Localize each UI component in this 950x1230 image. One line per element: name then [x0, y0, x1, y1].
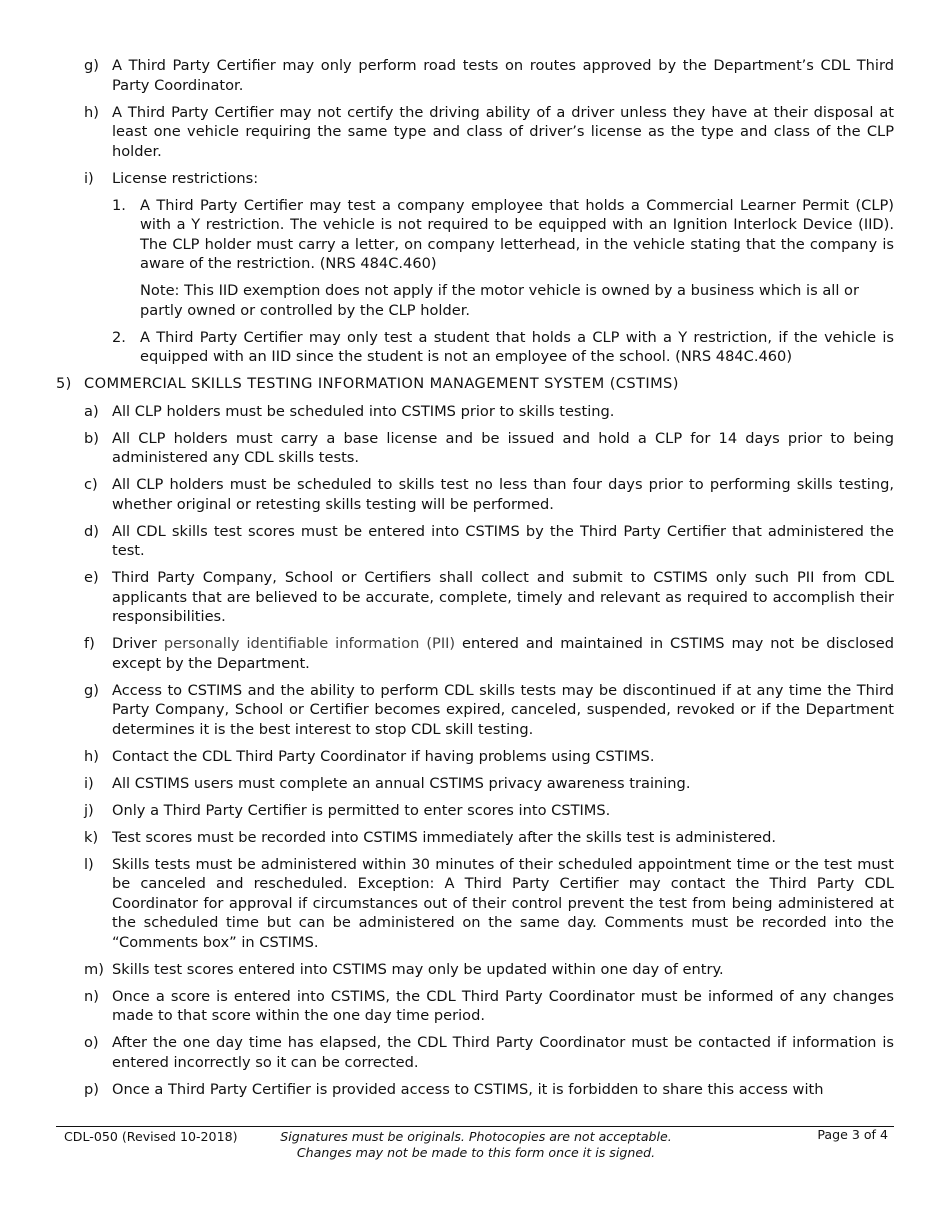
list-item: [56, 774, 894, 794]
list-item: [56, 103, 894, 162]
item-text: Only a Third Party Certifier is permitted to enter scores into CSTIMS.: [112, 801, 611, 819]
list-item: [56, 960, 894, 980]
restriction-text: A Third Party Certifier may only test a student that holds a CLP with a Y restriction, if the vehicle is equipped with an IID since the student is not an employee of the school. (NRS 484C.460): [140, 328, 894, 365]
item-text: Skills tests must be administered within 30 minutes of their scheduled appointment time or the test must be canceled and rescheduled. Exception: A Third Party Certifier may contact the Third Party CDL Coordinator for approval if circumstances out of their control prevent the test from being administered at the scheduled time but can be administered on the same day. Comments must be recorded into the “Comments box” in CSTIMS.: [112, 855, 894, 951]
signature-notice: [206, 1129, 746, 1161]
section-title: COMMERCIAL SKILLS TESTING INFORMATION MANAGEMENT SYSTEM (CSTIMS): [84, 375, 679, 392]
item-label: d): [84, 522, 99, 540]
document-body: [56, 56, 894, 1107]
list-item: [56, 681, 894, 740]
item-label: f): [84, 635, 95, 652]
item-text: Once a score is entered into CSTIMS, the CDL Third Party Coordinator must be informed of any changes made to that score within the one day time period.: [112, 987, 894, 1024]
item-text: Third Party Company, School or Certifiers shall collect and submit to CSTIMS only such PII from CDL applicants that are believed to be accurate, complete, timely and relevant as required to accomplish their responsibilities.: [112, 569, 894, 625]
list-item: [56, 987, 894, 1026]
list-item: [56, 828, 894, 848]
item-text: All CDL skills test scores must be entered into CSTIMS by the Third Party Certifier that administered the test.: [112, 522, 894, 559]
item-text: All CLP holders must carry a base license and be issued and hold a CLP for 14 days prior to being administered any CDL skills tests.: [112, 429, 894, 466]
item-label: i): [84, 169, 94, 187]
item-text: Once a Third Party Certifier is provided access to CSTIMS, it is forbidden to share this access with: [112, 1080, 824, 1098]
list-item: [56, 801, 894, 821]
notice-line-1: Signatures must be originals. Photocopies are not acceptable.: [280, 1129, 672, 1144]
list-item: [56, 402, 894, 422]
list-item: [56, 1033, 894, 1072]
list-item: [56, 747, 894, 767]
list-item: [56, 169, 894, 189]
list-item: [56, 855, 894, 953]
restriction-text: A Third Party Certifier may test a company employee that holds a Commercial Learner Permit (CLP) with a Y restriction. The vehicle is not required to be equipped with an Ignition Interlock Device (IID). The CLP holder must carry a letter, on company letterhead, in the vehicle stating that the company is aware of the restriction. (NRS 484C.460): [140, 196, 894, 272]
form-id: CDL-050 (Revised 10-2018): [64, 1129, 238, 1144]
restriction-note: Note: This IID exemption does not apply if the motor vehicle is owned by a business which is all or partly owned or controlled by the CLP holder.: [140, 282, 859, 319]
item-label: g): [84, 681, 99, 699]
item-label: i): [84, 774, 94, 792]
item-label: b): [84, 429, 99, 447]
item-label: g): [84, 57, 99, 74]
item-text: All CSTIMS users must complete an annual CSTIMS privacy awareness training.: [112, 774, 691, 792]
list-item: [56, 634, 894, 673]
item-text-pre: Driver: [112, 635, 164, 652]
item-text: All CLP holders must be scheduled into CSTIMS prior to skills testing.: [112, 402, 615, 420]
item-label: a): [84, 402, 99, 420]
item-label: k): [84, 828, 99, 846]
notice-line-2: Changes may not be made to this form once it is signed.: [296, 1145, 656, 1160]
item-label: e): [84, 569, 99, 586]
list-item: [56, 429, 894, 468]
section-heading: [56, 374, 894, 394]
item-label: o): [84, 1034, 99, 1051]
item-label: l): [84, 855, 94, 873]
pii-term: personally identifiable information (PII): [163, 635, 456, 652]
page-number: Page 3 of 4: [817, 1127, 888, 1142]
item-text: A Third Party Certifier may not certify the driving ability of a driver unless they have at their disposal at least one vehicle requiring the same type and class of driver’s license as the type and class of the CLP holder.: [112, 103, 894, 160]
restriction-item: [56, 328, 894, 367]
item-text: All CLP holders must be scheduled to skills test no less than four days prior to performing skills testing, whether original or retesting skills testing will be performed.: [112, 476, 894, 513]
list-item: [56, 522, 894, 561]
item-label: h): [84, 103, 99, 121]
item-label: h): [84, 747, 99, 765]
item-label: p): [84, 1080, 99, 1098]
restriction-item: [56, 196, 894, 274]
item-text: Test scores must be recorded into CSTIMS immediately after the skills test is administered.: [112, 828, 776, 846]
item-text: Skills test scores entered into CSTIMS may only be updated within one day of entry.: [112, 960, 724, 978]
restriction-label: 2.: [112, 328, 126, 346]
list-item: [56, 1080, 894, 1100]
item-text-post: entered and maintained in CSTIMS may not be disclosed except by the Department.: [112, 635, 894, 672]
item-text: After the one day time has elapsed, the CDL Third Party Coordinator must be contacted if information is entered incorrectly so it can be corrected.: [112, 1034, 894, 1071]
item-label: c): [84, 476, 98, 493]
page-footer: [56, 1126, 894, 1160]
restriction-label: 1.: [112, 196, 126, 214]
item-label: m): [84, 960, 104, 978]
item-label: j): [84, 801, 94, 819]
list-item: [56, 475, 894, 514]
item-text: Access to CSTIMS and the ability to perform CDL skills tests may be discontinued if at any time the Third Party Company, School or Certifier becomes expired, canceled, suspended, revoked or if the Department determines it is the best interest to stop CDL skill testing.: [112, 681, 894, 738]
list-item: [56, 568, 894, 627]
item-label: n): [84, 987, 99, 1005]
list-item: [56, 56, 894, 95]
item-text: License restrictions:: [112, 169, 259, 187]
item-text: A Third Party Certifier may only perform road tests on routes approved by the Department’s CDL Third Party Coordinator.: [112, 57, 894, 94]
item-text: Contact the CDL Third Party Coordinator if having problems using CSTIMS.: [112, 747, 655, 765]
section-number: 5): [56, 375, 72, 392]
